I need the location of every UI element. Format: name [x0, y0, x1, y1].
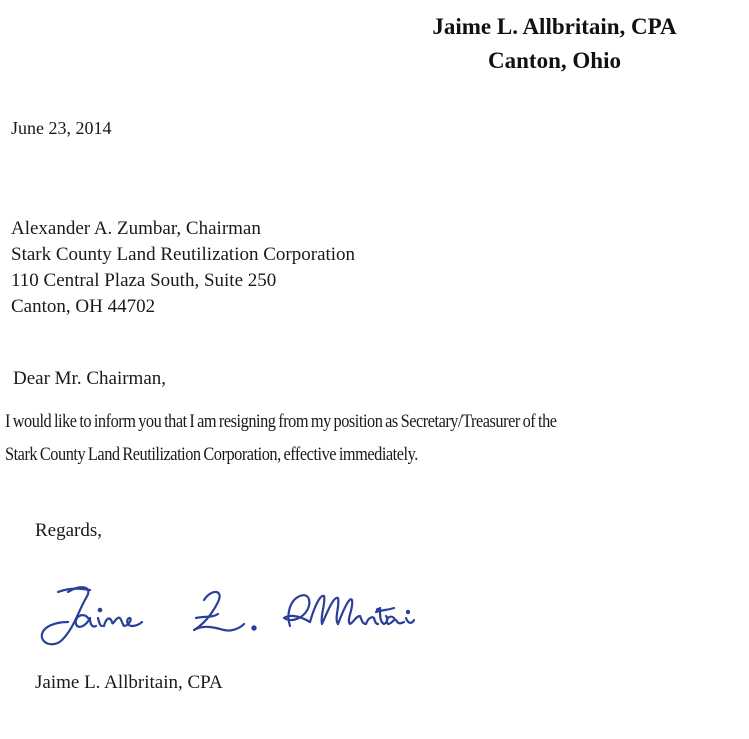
letter-body: [5, 405, 641, 471]
letterhead: [360, 10, 749, 78]
recipient-line: 110 Central Plaza South, Suite 250: [11, 270, 277, 291]
handwritten-signature: [28, 578, 428, 650]
signature-image: [28, 578, 428, 650]
body-line: I would like to inform you that I am resigning from my position as Secretary/Treasurer of the: [5, 411, 557, 432]
recipient-line: Stark County Land Reutilization Corporation: [11, 244, 356, 265]
signer-name: Jaime L. Allbritain, CPA: [35, 672, 223, 693]
letterhead-location: Canton, Ohio: [488, 48, 621, 73]
letter-date: June 23, 2014: [11, 118, 112, 138]
letterhead-name: Jaime L. Allbritain, CPA: [432, 14, 677, 39]
recipient-address: [11, 216, 355, 320]
recipient-line: Canton, OH 44702: [11, 296, 156, 317]
body-line: Stark County Land Reutilization Corporation, effective immediately.: [5, 444, 418, 465]
salutation: Dear Mr. Chairman,: [13, 368, 167, 389]
closing: Regards,: [35, 520, 103, 541]
recipient-line: Alexander A. Zumbar, Chairman: [11, 218, 261, 239]
